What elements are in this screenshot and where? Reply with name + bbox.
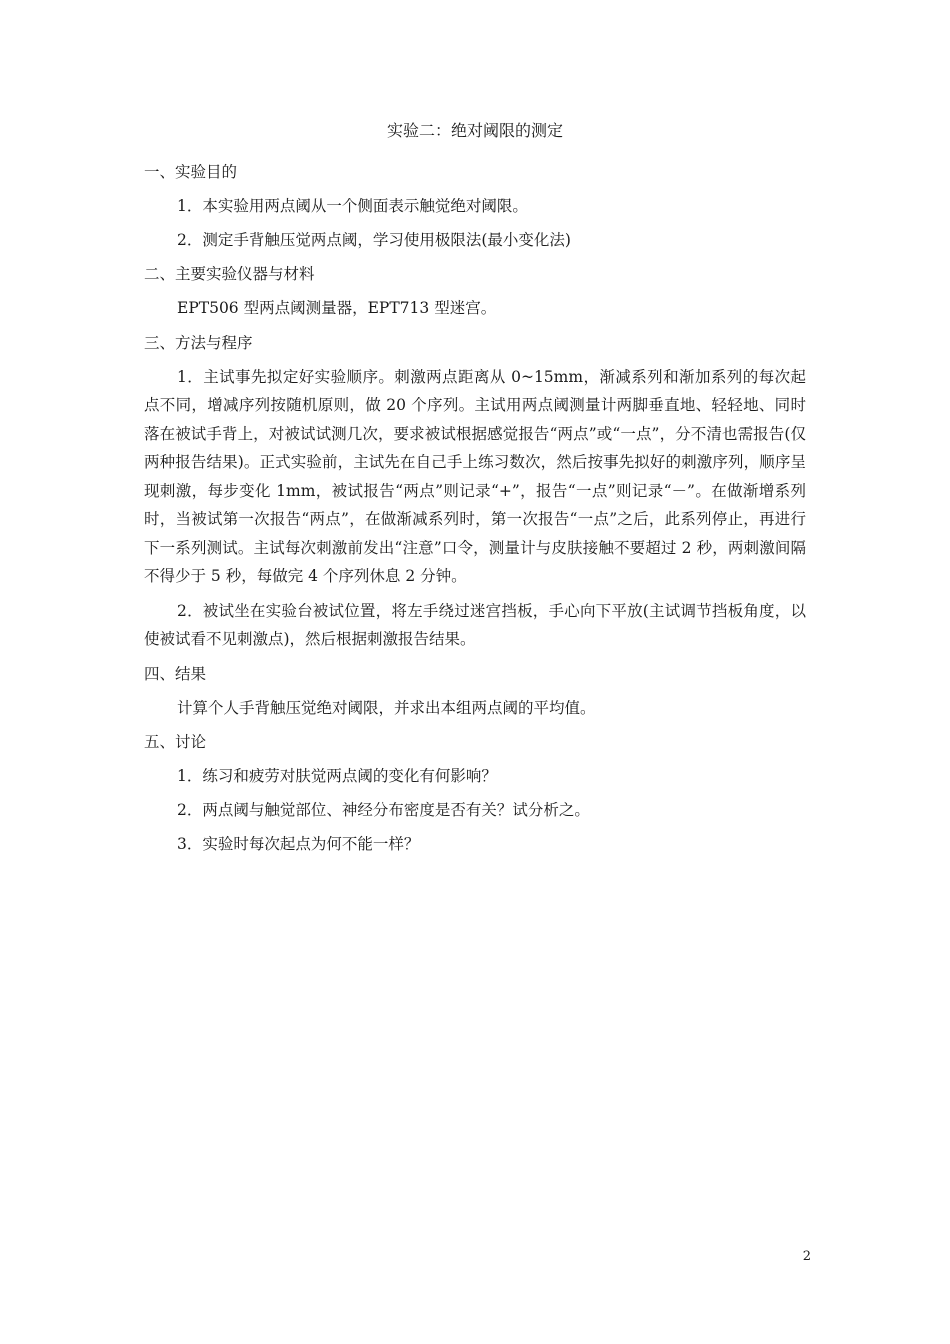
page-number: 2 xyxy=(802,1249,811,1264)
method-paragraph-1: 1．主试事先拟定好实验顺序。刺激两点距离从 0~15mm，渐减系列和渐加系列的每次起点不同，增减序列按随机原则，做 20 个序列。主试用两点阈测量计两脚垂直地、轻轻地、同时落在被试手背上，对被试试测几次，要求被试根据感觉报告“两点”或“一点”，分不清也需报告(仅两种报告结果)。正式实验前，主试先在自己手上练习数次，然后按事先拟好的刺激序列，顺序呈现刺激，每步变化 1mm，被试报告“两点”则记录“+”，报告“一点”则记录“－”。在做渐增系列时，当被试第一次报告“两点”，在做渐减系列时，第一次报告“一点”之后，此系列停止，再进行下一系列测试。主试每次刺激前发出“注意”口令，测量计与皮肤接触不要超过 2 秒，两刺激间隔不得少于 5 秒，每做完 4 个序列休息 2 分钟。 xyxy=(144,367,806,585)
section-heading-method: 三、方法与程序 xyxy=(144,333,253,352)
section-heading-purpose: 一、实验目的 xyxy=(144,163,238,181)
discussion-item-2: 2．两点阈与触觉部位、神经分布密度是否有关？试分析之。 xyxy=(177,801,590,819)
discussion-item-3: 3．实验时每次起点为何不能一样？ xyxy=(177,835,420,853)
discussion-item-1: 1．练习和疲劳对肤觉两点阈的变化有何影响？ xyxy=(177,767,497,785)
equipment-text: EPT506 型两点阈测量器，EPT713 型迷宫。 xyxy=(177,299,497,317)
purpose-item-2: 2．测定手背触压觉两点阈，学习使用极限法(最小变化法) xyxy=(177,231,571,249)
results-text: 计算个人手背触压觉绝对阈限，并求出本组两点阈的平均值。 xyxy=(177,698,596,717)
section-heading-discussion: 五、讨论 xyxy=(144,733,207,751)
section-heading-equipment: 二、主要实验仪器与材料 xyxy=(144,265,315,283)
section-heading-results: 四、结果 xyxy=(144,664,207,683)
document-body xyxy=(144,158,806,864)
document-title: 实验二：绝对阈限的测定 xyxy=(386,121,563,140)
purpose-item-1: 1．本实验用两点阈从一个侧面表示触觉绝对阈限。 xyxy=(177,197,528,215)
method-paragraph-2: 2．被试坐在实验台被试位置，将左手绕过迷宫挡板，手心向下平放(主试调节挡板角度，以使被试看不见刺激点)，然后根据刺激报告结果。 xyxy=(144,601,806,648)
